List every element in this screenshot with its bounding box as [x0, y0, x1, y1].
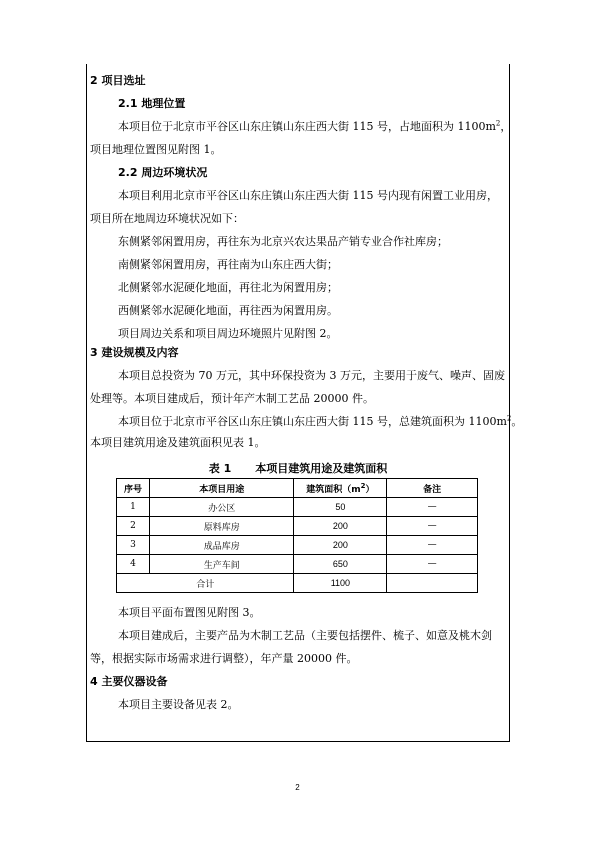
total-area: 1100 — [294, 574, 387, 593]
paragraph-surroundings-line1: 本项目利用北京市平谷区山东庄镇山东庄西大街 115 号内现有闲置工业用房， — [118, 189, 498, 202]
paragraph-floor-area-line1: 本项目位于北京市平谷区山东庄镇山东庄西大街 115 号，总建筑面积为 $1100m^2$。 — [118, 414, 523, 428]
page-number: 2 — [295, 783, 300, 792]
paragraph-floor-area-line2: 本项目建筑用途及建筑面积见表 1。 — [90, 436, 266, 449]
surroundings-photos-note: 项目周边关系和项目周边环境照片见附图 2。 — [118, 327, 338, 340]
cell-use: 原料库房 — [149, 517, 294, 536]
table-1-caption-text: 本项目建筑用途及建筑面积 — [255, 462, 388, 475]
total-label: 合计 — [117, 574, 294, 593]
total-note — [387, 574, 478, 593]
paragraph-surroundings-line2: 项目所在地周边环境状况如下： — [90, 212, 244, 225]
cell-area: 200 — [294, 536, 387, 555]
section-2-2-heading: 2.2 周边环境状况 — [118, 166, 208, 179]
table-1-caption-number: 表 1 — [208, 462, 232, 475]
table-1-caption — [86, 460, 510, 476]
surroundings-north: 北侧紧邻水泥硬化地面，再往北为闲置用房； — [118, 281, 338, 294]
section-2-heading: 2 项目选址 — [90, 74, 146, 87]
paragraph-products-line2: 等，根据实际市场需求进行调整），年产量 20000 件。 — [90, 652, 358, 665]
table-row — [117, 555, 478, 574]
surroundings-west: 西侧紧邻水泥硬化地面，再往西为闲置用房。 — [118, 304, 338, 317]
header-no: 序号 — [117, 479, 150, 498]
cell-no: 1 — [117, 498, 150, 517]
surroundings-east: 东侧紧邻闲置用房，再往东为北京兴农达果品产销专业合作社库房； — [118, 235, 448, 248]
section-4-heading: 4 主要仪器设备 — [90, 675, 168, 688]
cell-note: — — [387, 555, 478, 574]
header-area: 建筑面积$(m^2)$ — [294, 479, 387, 498]
cell-note: — — [387, 517, 478, 536]
cell-note: — — [387, 498, 478, 517]
paragraph-investment-line2: 处理等。本项目建成后，预计年产木制工艺品 20000 件。 — [90, 392, 374, 405]
table-row — [117, 517, 478, 536]
table-total-row — [117, 574, 478, 593]
section-2-1-heading: 2.1 地理位置 — [118, 97, 186, 110]
paragraph-layout-note: 本项目平面布置图见附图 3。 — [118, 606, 261, 619]
cell-area: 200 — [294, 517, 387, 536]
paragraph-products-line1: 本项目建成后，主要产品为木制工艺品（主要包括摆件、梳子、如意及桃木剑 — [118, 629, 492, 642]
cell-use: 办公区 — [149, 498, 294, 517]
paragraph-location-line2: 项目地理位置图见附图 1。 — [90, 143, 222, 156]
table-row — [117, 498, 478, 517]
table-header-row — [117, 479, 478, 498]
cell-use: 成品库房 — [149, 536, 294, 555]
cell-no: 2 — [117, 517, 150, 536]
section-3-heading: 3 建设规模及内容 — [90, 346, 179, 359]
paragraph-equipment: 本项目主要设备见表 2。 — [118, 698, 239, 711]
building-use-table — [116, 478, 478, 593]
surroundings-south: 南侧紧邻闲置用房，再往南为山东庄西大街； — [118, 258, 338, 271]
paragraph-location-line1: 本项目位于北京市平谷区山东庄镇山东庄西大街 115 号，占地面积为 $1100m^2$， — [118, 119, 512, 133]
cell-use: 生产车间 — [149, 555, 294, 574]
header-note: 备注 — [387, 479, 478, 498]
table-row — [117, 536, 478, 555]
cell-no: 4 — [117, 555, 150, 574]
cell-area: 50 — [294, 498, 387, 517]
cell-area: 650 — [294, 555, 387, 574]
cell-note: — — [387, 536, 478, 555]
cell-no: 3 — [117, 536, 150, 555]
header-use: 本项目用途 — [149, 479, 294, 498]
paragraph-investment-line1: 本项目总投资为 70 万元，其中环保投资为 3 万元，主要用于废气、噪声、固废 — [118, 369, 505, 382]
